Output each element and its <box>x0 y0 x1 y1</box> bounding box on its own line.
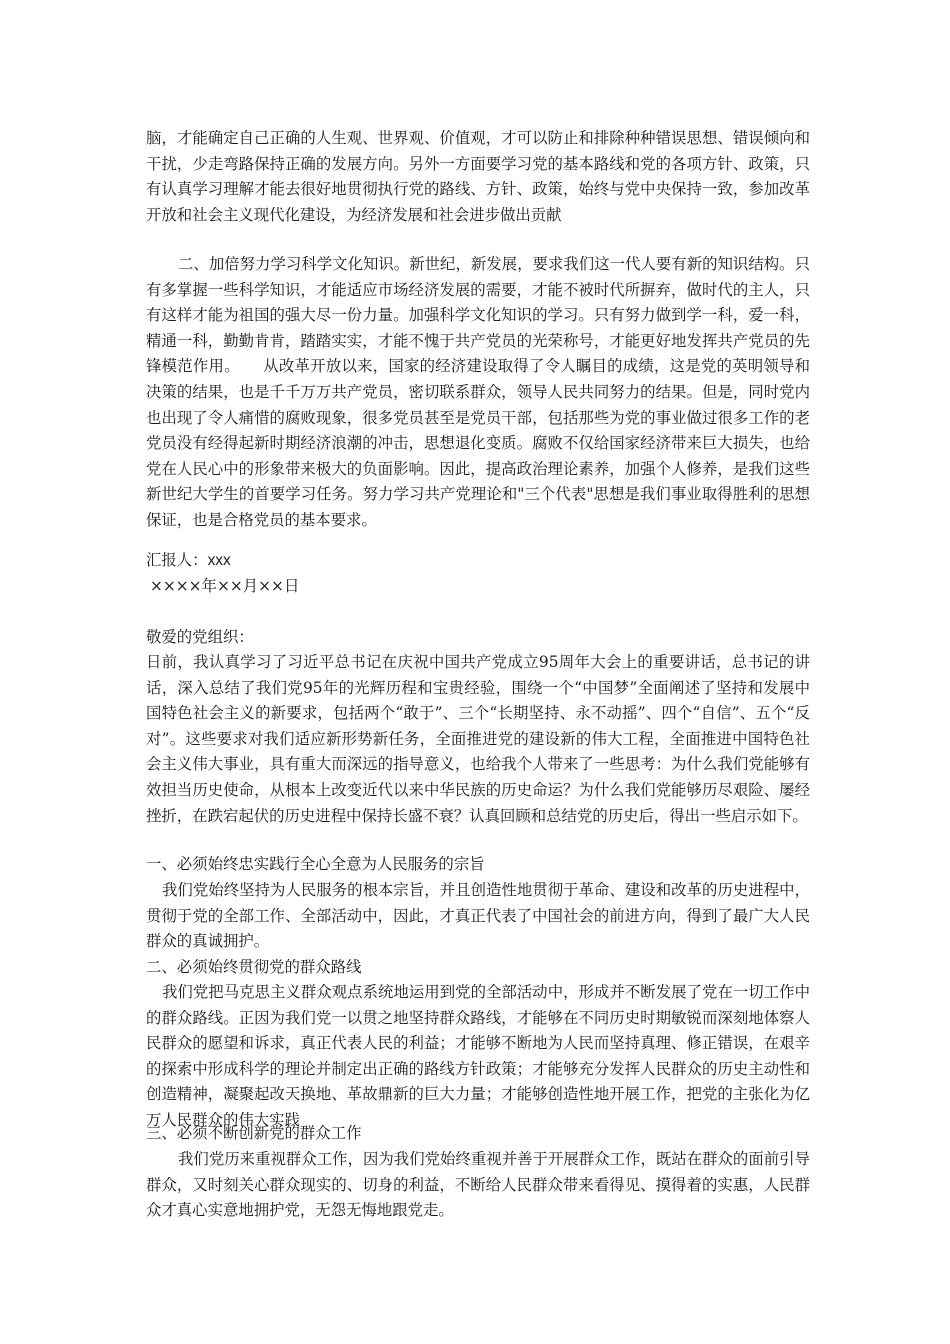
paragraph-speech-intro: 日前，我认真学习了习近平总书记在庆祝中国共产党成立95周年大会上的重要讲话，总书记的讲话，深入总结了我们党95年的光辉历程和宝贵经验，围绕一个“中国梦”全面阐述了坚持和发展中国特色社会主义的新要求，包括两个“敢于”、三个“长期坚持、永不动摇”、四个“自信”、五个“反对”。这些要求对我们适应新形势新任务，全面推进党的建设新的伟大工程，全面推进中国特色社会主义伟大事业，具有重大而深远的指导意义，也给我个人带来了一些思考：为什么我们党能够有效担当历史使命，从根本上改变近代以来中华民族的历史命运？为什么我们党能够历尽艰险、屡经挫折，在跌宕起伏的历史进程中保持长盛不衰？认真回顾和总结党的历史后，得出一些启示如下。 <box>146 653 810 825</box>
paragraph-serve-people: 我们党始终坚持为人民服务的根本宗旨，并且创造性地贯彻于革命、建设和改革的历史进程中，贯彻于党的全部工作、全部活动中，因此，才真正代表了中国社会的前进方向，得到了最广大人民群众的真诚拥护。 <box>146 881 810 951</box>
paragraph-science-knowledge: 二、加倍努力学习科学文化知识。新世纪，新发展，要求我们这一代人要有新的知识结构。只有多掌握一些科学知识，才能适应市场经济发展的需要，才能不被时代所摒弃，做时代的主人，只有这样才能为祖国的强大尽一份力量。加强科学文化知识的学习。只有努力做到学一科，爱一科，精通一科，勤勤肯肯，踏踏实实，才能不愧于共产党员的光荣称号，才能更好地发挥共产党员的先锋模范作用。 从改革开放以来，国家的经济建设取得了令人瞩目的成绩，这是党的英明领导和决策的结果，也是千千万万共产党员，密切联系群众，领导人民共同努力的结果。但是，同时党内也出现了令人痛惜的腐败现象，很多党员甚至是党员干部，包括那些为党的事业做过很多工作的老党员没有经得起新时期经济浪潮的冲击，思想退化变质。腐败不仅给国家经济带来巨大损失，也给党在人民心中的形象带来极大的负面影响。因此，提高政治理论素养，加强个人修养，是我们这些新世纪大学生的首要学习任务。努力学习共产党理论和"三个代表"思想是我们事业取得胜利的思想保证，也是合格党员的基本要求。 <box>146 255 810 529</box>
reporter-line <box>146 548 231 574</box>
paragraph-mass-line: 我们党把马克思主义群众观点系统地运用到党的全部活动中，形成并不断发展了党在一切工作中的群众路线。正因为我们党一以贯之地坚持群众路线，才能够在不同历史时期敏锐而深刻地体察人民群众的愿望和诉求，真正代表人民的利益；才能够不断地为人民而坚持真理、修正错误，在艰辛的探索中形成科学的理论并制定出正确的路线方针政策；才能够充分发挥人民群众的历史主动性和创造精神，凝聚起改天换地、革故鼎新的巨大力量；才能够创造性地开展工作，把党的主张化为亿万人民群众的伟大实践 <box>146 983 810 1129</box>
heading-serve-people: 一、必须始终忠实践行全心全意为人民服务的宗旨 <box>146 855 485 873</box>
heading-mass-line: 二、必须始终贯彻党的群众路线 <box>146 958 362 976</box>
report-date: ××××年××月××日 <box>150 577 300 595</box>
reporter-name: xxx <box>207 552 231 569</box>
heading-mass-work: 三、必须不断创新党的群众工作 <box>146 1124 362 1142</box>
reporter-label: 汇报人： <box>146 551 208 569</box>
paragraph-study-party-line: 脑，才能确定自己正确的人生观、世界观、价值观，才可以防止和排除种种错误思想、错误倾向和干扰，少走弯路保持正确的发展方向。另外一方面要学习党的基本路线和党的各项方针、政策，只有认真学习理解才能去很好地贯彻执行党的路线、方针、政策，始终与党中央保持一致，参加改革开放和社会主义现代化建设，为经济发展和社会进步做出贡献 <box>146 129 810 224</box>
paragraph-mass-work: 我们党历来重视群众工作，因为我们党始终重视并善于开展群众工作，既站在群众的面前引导群众，又时刻关心群众现实的、切身的利益，不断给人民群众带来看得见、摸得着的实惠，人民群众才真心实意地拥护党，无怨无悔地跟党走。 <box>146 1150 810 1220</box>
salutation: 敬爱的党组织： <box>146 628 254 646</box>
